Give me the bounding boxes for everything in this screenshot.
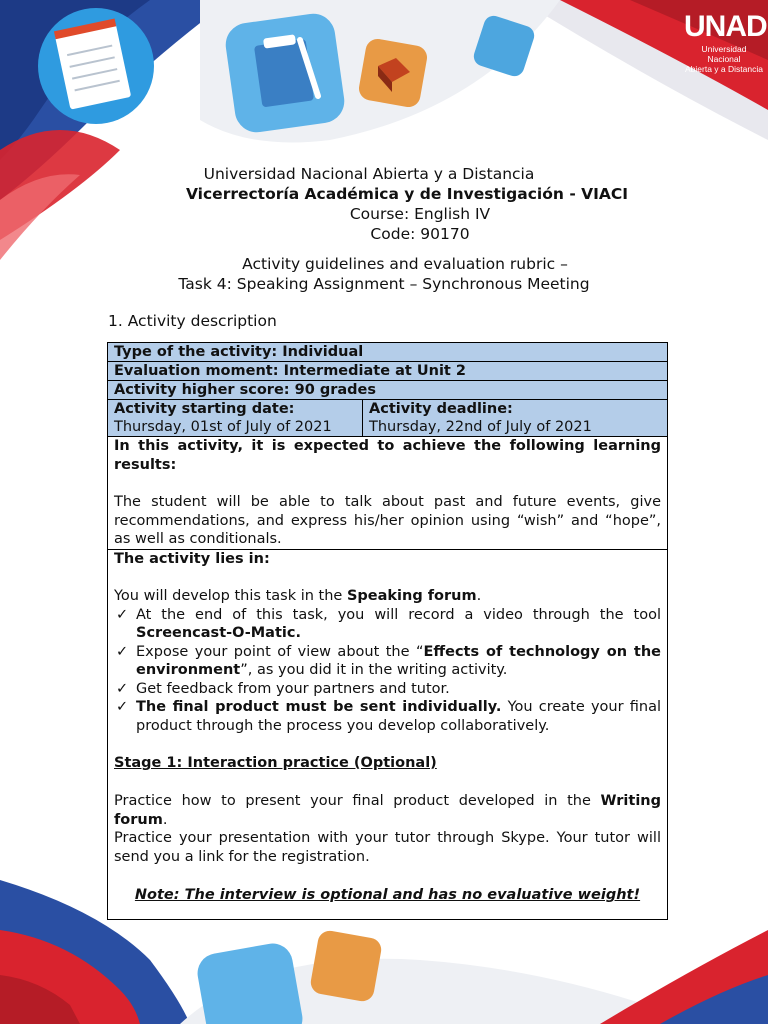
activity-table <box>107 342 668 920</box>
evaluation-moment: Evaluation moment: Intermediate at Unit 2 <box>108 362 668 381</box>
university-name: Universidad Nacional Abierta y a Distancia <box>203 165 535 183</box>
list-item: ✓ At the end of this task, you will record a video through the tool Screencast-O-Matic. <box>116 606 661 641</box>
start-date-label: Activity starting date: <box>114 401 295 417</box>
check-icon: ✓ <box>116 699 129 715</box>
logo-mark: UNAD <box>684 10 767 43</box>
start-date-cell <box>108 400 363 437</box>
deadline-label: Activity deadline: <box>369 401 513 417</box>
task-checklist <box>114 606 661 736</box>
practice-text-2: Practice your presentation with your tutor through Skype. Your tutor will send you a link for the registration. <box>114 830 661 865</box>
document-header <box>0 164 768 244</box>
activity-type: Type of the activity: Individual <box>108 343 668 362</box>
optional-note: Note: The interview is optional and has no evaluative weight! <box>134 887 641 903</box>
document-subtitle <box>0 254 768 294</box>
learning-results-title: In this activity, it is expected to achieve the following learning results: <box>114 438 661 473</box>
unad-logo <box>684 10 767 76</box>
activity-lies-cell <box>108 549 668 920</box>
check-icon: ✓ <box>116 606 129 623</box>
subtitle-line-1: Activity guidelines and evaluation rubric – <box>242 255 568 273</box>
course-name: Course: English IV <box>349 205 491 223</box>
start-date-value: Thursday, 01st of July of 2021 <box>114 419 332 435</box>
practice-text-1: Practice how to present your final product developed in the Writing forum. <box>114 793 661 828</box>
logo-line-2: Abierta y a Distancia <box>685 64 763 74</box>
list-item: ✓ Expose your point of view about the “Effects of technology on the environment”, as you did it in the writing activity. <box>116 643 661 678</box>
logo-line-1: Universidad Nacional <box>701 44 747 64</box>
deadline-cell <box>363 400 668 437</box>
check-icon: ✓ <box>116 680 129 697</box>
list-item: ✓ Get feedback from your partners and tutor. <box>116 680 450 697</box>
activity-score: Activity higher score: 90 grades <box>108 381 668 400</box>
section-title: 1. Activity description <box>108 312 277 330</box>
subtitle-line-2: Task 4: Speaking Assignment – Synchronous Meeting <box>178 275 590 293</box>
activity-lies-title: The activity lies in: <box>114 550 270 567</box>
stage-1-title: Stage 1: Interaction practice (Optional) <box>114 755 437 771</box>
course-code: Code: 90170 <box>370 225 470 243</box>
deadline-value: Thursday, 22nd of July of 2021 <box>369 419 592 435</box>
learning-results-cell <box>108 437 668 550</box>
check-icon: ✓ <box>116 643 129 660</box>
develop-text: You will develop this task in the Speaking forum. <box>114 588 482 604</box>
list-item: ✓ The final product must be sent individually. You create your final product through the process you develop collaboratively. <box>116 699 661 734</box>
vicerrectoria: Vicerrectoría Académica y de Investigación - VIACI <box>185 185 629 203</box>
learning-results-text: The student will be able to talk about past and future events, give recommendations, and express his/her opinion using “wish” and “hope”, as well as conditionals. <box>114 494 661 547</box>
